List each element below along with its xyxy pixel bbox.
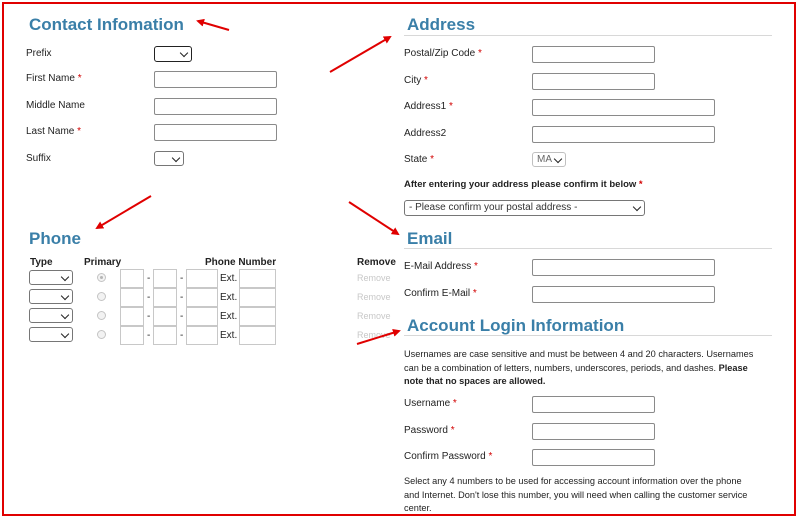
phone-remove-link[interactable]: Remove [357,273,391,283]
phone-col-number: Phone Number [205,257,277,268]
address2-label: Address2 [404,128,447,139]
phone-dash: - [147,273,151,284]
phone-ext-label: Ext. [220,330,238,341]
phone-remove-link[interactable]: Remove [357,330,391,340]
first-name-label: First Name * [26,73,82,84]
login-section-title: Account Login Information [407,316,625,335]
phone-dash: - [180,292,184,303]
confirm-address-select-value: - Please confirm your postal address - [409,202,578,213]
phone-dash: - [180,330,184,341]
confirm-password-label: Confirm Password * [404,451,493,462]
password-label: Password * [404,425,455,436]
arrow-to-email-title [349,202,398,234]
address-section-title: Address [407,15,476,34]
arrow-to-login-title [357,331,399,344]
phone-ext-label: Ext. [220,292,238,303]
phone-col-remove: Remove [357,257,396,268]
confirm-email-label: Confirm E-Mail * [404,288,477,299]
postal-label: Postal/Zip Code * [404,48,482,59]
phone-dash: - [180,311,184,322]
phone-col-type: Type [30,257,53,268]
last-name-label: Last Name * [26,126,82,137]
contact-section-title: Contact Infomation [29,15,184,34]
phone-dash: - [147,330,151,341]
state-label: State * [404,154,435,165]
arrow-to-phone-title [97,196,151,228]
phone-dash: - [147,311,151,322]
phone-col-primary: Primary [84,257,122,268]
email-section-title: Email [407,229,453,248]
suffix-label: Suffix [26,153,51,164]
prefix-label: Prefix [26,48,52,59]
pin-info-text: Select any 4 numbers to be used for accessing account information over the phone and Internet. Don't lose this number, you will need when calling the customer service center. [404,476,748,513]
middle-name-label: Middle Name [26,100,85,111]
phone-section-title: Phone [29,229,81,248]
phone-remove-link[interactable]: Remove [357,292,391,302]
city-label: City * [404,75,428,86]
phone-dash: - [180,273,184,284]
phone-ext-label: Ext. [220,273,238,284]
username-rules-text: Usernames are case sensitive and must be between 4 and 20 characters. Usernames can be a combination of letters, numbers, underscores, periods, and dashes. Please note that no spaces are allowed. [404,349,754,386]
phone-dash: - [147,292,151,303]
address-confirm-note: After entering your address please confirm it below * [404,179,643,190]
phone-remove-link[interactable]: Remove [357,311,391,321]
username-label: Username * [404,398,457,409]
address1-label: Address1 * [404,101,453,112]
phone-ext-label: Ext. [220,311,238,322]
arrow-to-contact-title [198,21,229,30]
state-select-value: MA [537,154,552,165]
arrow-to-address-title [330,37,390,72]
email-label: E-Mail Address * [404,261,478,272]
